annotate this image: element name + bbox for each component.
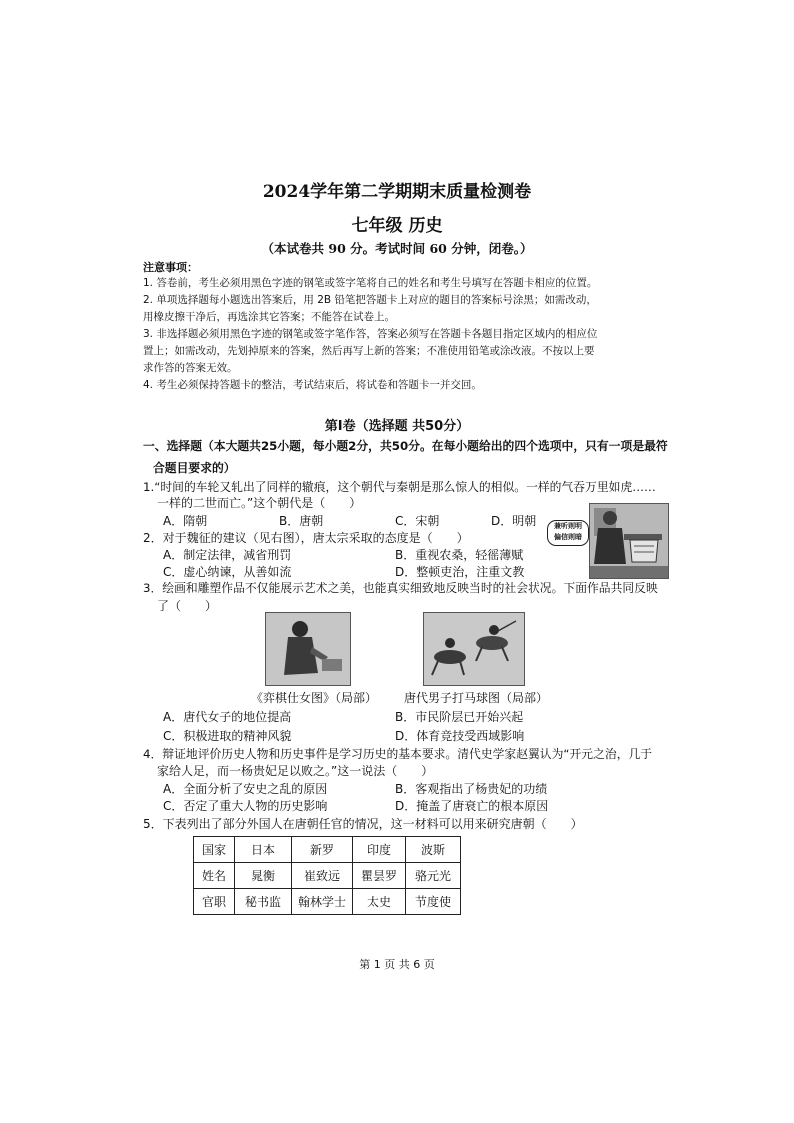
grade-subject-title: 七年级 历史 xyxy=(351,216,443,236)
table-cell: 节度使 xyxy=(406,889,461,915)
section-title: 第Ⅰ卷（选择题 共50分） xyxy=(324,419,470,434)
table-cell: 秘书监 xyxy=(235,889,292,915)
table-cell: 官职 xyxy=(194,889,235,915)
question-2-option-a: A．制定法律，减省刑罚 xyxy=(163,548,292,562)
speech-bubble-text: 兼听则明 偏信则暗 xyxy=(554,522,582,541)
table-cell: 印度 xyxy=(353,837,406,863)
question-2-option-d: D．整顿吏治，注重文教 xyxy=(395,565,525,579)
question-3-option-c: C．积极进取的精神风貌 xyxy=(163,729,292,743)
table-cell: 崔致远 xyxy=(292,863,353,889)
table-cell: 国家 xyxy=(194,837,235,863)
question-3-option-b: B．市民阶层已开始兴起 xyxy=(395,710,524,724)
question-3-option-d: D．体育竞技受西域影响 xyxy=(395,729,525,743)
question-3-stem: 3．绘画和雕塑作品不仅能展示艺术之美，也能真实细致地反映当时的社会状况。下面作品共同反映 xyxy=(143,581,658,595)
question-4-option-b: B．客观指出了杨贵妃的功绩 xyxy=(395,782,548,796)
table-cell: 太史 xyxy=(353,889,406,915)
notes-line: 置上；如需改动，先划掉原来的答案，然后再写上新的答案；不准使用铅笔或涂改液。不按以上要 xyxy=(143,345,595,357)
question-2-stem: 2．对于魏征的建议（见右图），唐太宗采取的态度是（ ） xyxy=(143,531,469,545)
question-2-option-c: C．虚心纳谏，从善如流 xyxy=(163,565,292,579)
table-cell: 姓名 xyxy=(194,863,235,889)
question-2-option-b: B．重视农桑，轻徭薄赋 xyxy=(395,548,524,562)
table-row xyxy=(194,889,461,915)
question-1-stem: 一样的二世而亡。”这个朝代是（ ） xyxy=(157,496,362,510)
polo-painting xyxy=(423,612,525,686)
exam-title: 2024学年第二学期期末质量检测卷 xyxy=(262,182,532,202)
notes-line: 4. 考生必须保持答题卡的整洁，考试结束后，将试卷和答题卡一并交回。 xyxy=(143,379,482,391)
question-5-stem: 5．下表列出了部分外国人在唐朝任官的情况，这一材料可以用来研究唐朝（ ） xyxy=(143,817,583,831)
notes-line: 求作答的答案无效。 xyxy=(143,362,238,374)
table-cell: 新罗 xyxy=(292,837,353,863)
question-3-option-a: A．唐代女子的地位提高 xyxy=(163,710,292,724)
table-row xyxy=(194,837,461,863)
notes-line: 用橡皮擦干净后，再选涂其它答案；不能答在试卷上。 xyxy=(143,311,395,323)
weizheng-illustration xyxy=(589,503,669,579)
question-4-option-a: A．全面分析了安史之乱的原因 xyxy=(163,782,328,796)
table-cell: 波斯 xyxy=(406,837,461,863)
page-number: 第 1 页 共 6 页 xyxy=(359,958,435,971)
question-3-stem: 了（ ） xyxy=(157,599,218,613)
table-cell: 翰林学士 xyxy=(292,889,353,915)
exam-info: （本试卷共 90 分。考试时间 60 分钟，闭卷。） xyxy=(261,241,533,256)
notes-line: 3. 非选择题必须用黑色字迹的钢笔或签字笔作答，答案必须写在答题卡各题目指定区域内的相应位 xyxy=(143,328,598,340)
notes-heading: 注意事项： xyxy=(143,261,198,274)
table-cell: 日本 xyxy=(235,837,292,863)
question-1-option-c: C．宋朝 xyxy=(395,514,440,528)
table-cell: 骆元光 xyxy=(406,863,461,889)
section-intro: 一、选择题（本大题共25小题，每小题2分，共50分。在每小题给出的四个选项中，只有一项是最符 xyxy=(143,439,668,453)
weiqi-lady-painting xyxy=(265,612,351,686)
question-4-stem: 4．辩证地评价历史人物和历史事件是学习历史的基本要求。清代史学家赵翼认为“开元之治，几于 xyxy=(143,747,653,761)
foreign-officials-table xyxy=(193,836,461,915)
table-row xyxy=(194,863,461,889)
question-4-option-c: C．否定了重大人物的历史影响 xyxy=(163,799,328,813)
question-1-option-b: B．唐朝 xyxy=(279,514,324,528)
question-1-option-d: D．明朝 xyxy=(491,514,537,528)
notes-line: 1. 答卷前，考生必须用黑色字迹的钢笔或签字笔将自己的姓名和考生号填写在答题卡相应的位置。 xyxy=(143,277,598,289)
question-4-stem: 家给人足，而一杨贵妃足以败之。”这一说法（ ） xyxy=(157,764,434,778)
notes-line: 2. 单项选择题每小题选出答案后，用 2B 铅笔把答题卡上对应的题目的答案标号涂黑；如需改动， xyxy=(143,294,597,306)
question-1-stem: 1.“时间的车轮又轧出了同样的辙痕，这个朝代与秦朝是那么惊人的相似。一样的气吞万里如虎…… xyxy=(143,480,656,494)
figure-caption-right: 唐代男子打马球图（局部） xyxy=(404,691,549,705)
question-1-option-a: A．隋朝 xyxy=(163,514,208,528)
figure-caption-left: 《弈棋仕女图》（局部） xyxy=(251,691,378,705)
question-4-option-d: D．掩盖了唐衰亡的根本原因 xyxy=(395,799,549,813)
section-intro: 合题目要求的） xyxy=(153,461,236,475)
table-cell: 晁衡 xyxy=(235,863,292,889)
table-cell: 瞿昙罗 xyxy=(353,863,406,889)
speech-bubble xyxy=(547,520,589,546)
